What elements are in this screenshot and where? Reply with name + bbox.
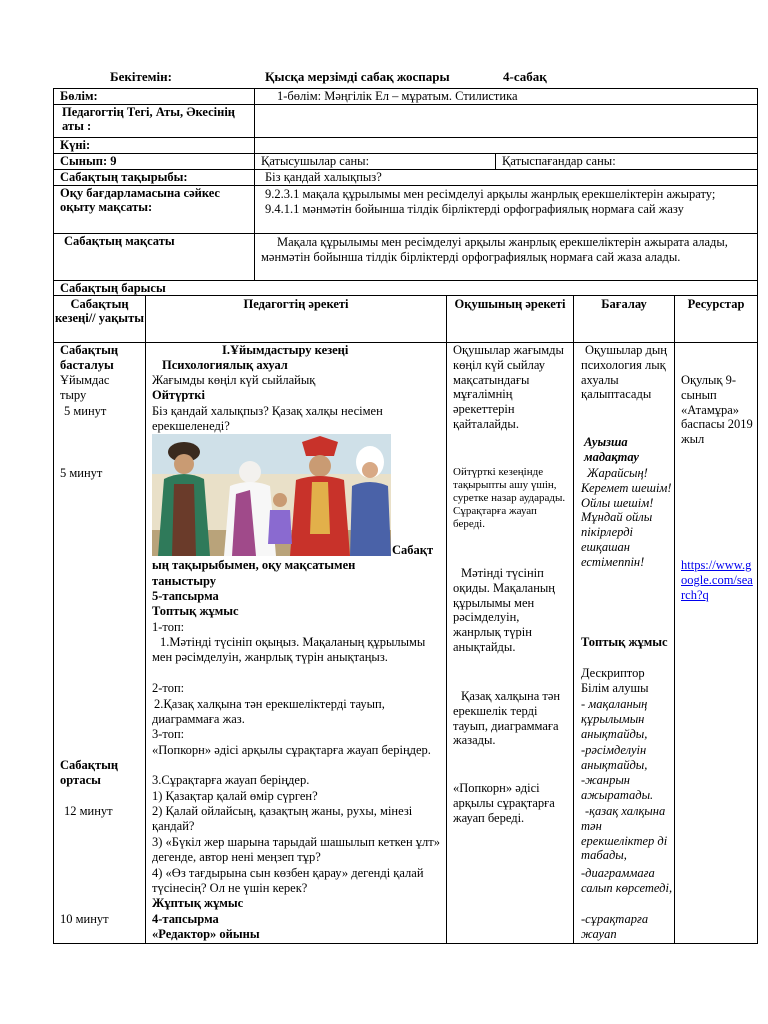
- aim-label: Сабақтың мақсаты: [53, 233, 255, 281]
- student-action-1: Оқушылар жағымды көңіл күй сыйлау мақсатындағы мұғалімнің әрекеттерін қайталайды.: [453, 343, 564, 431]
- stage-begin: Сабақтың басталуы: [60, 343, 119, 372]
- section-value: 1-бөлім: Мәңгілік Ел – мұратым. Стилистика: [254, 88, 758, 105]
- group-2-label: 2-топ:: [152, 681, 185, 695]
- assess-praise-list: [581, 466, 673, 570]
- psy-title: Психологиялық ахуал: [162, 358, 288, 372]
- time-2: 5 минут: [60, 466, 103, 480]
- resource-link[interactable]: https://www.google.com/search?q: [681, 558, 753, 602]
- section-label: Бөлім:: [53, 88, 255, 105]
- present-count-label: Қатысушылар саны:: [254, 153, 496, 170]
- question-2: 2) Қалай ойлайсың, қазақтың жаны, рухы, мінезі қандай?: [152, 804, 413, 833]
- class-label: Сынып: 9: [53, 153, 255, 170]
- objective-2: 9.4.1.1 мәнмәтін бойынша тілдік бірліктерді орфографиялық нормаға сай жазу: [265, 202, 684, 216]
- praise-2: Керемет шешім!: [581, 480, 672, 495]
- progress-label: Сабақтың барысы: [53, 280, 758, 296]
- approved-label: Бекітемін:: [110, 69, 172, 84]
- topic-label: Сабақтың тақырыбы:: [53, 169, 255, 186]
- assess-oral-title: Ауызша мадақтау: [584, 435, 639, 464]
- descriptor-3: -жанрын ажыратады.: [581, 773, 654, 802]
- stage-cell: [53, 342, 146, 944]
- col-stage-header: Сабақтың кезеңі// уақыты: [53, 295, 146, 343]
- pair-work-title: Жұптық жұмыс: [152, 896, 244, 910]
- group-1-task: 1.Мәтінді түсініп оқыңыз. Мақаланың құрылымы мен рәсімделуін, жанрлық түрін анықтаңыз.: [152, 635, 426, 664]
- descriptor-6: -сұрақтарға жауап: [581, 912, 649, 941]
- student-action-5: «Попкорн» әдісі арқылы сұрақтарға жауап береді.: [453, 781, 555, 825]
- question-4: 4) «Өз тағдырына сын көзбен қарау» дегенді қалай түсінесің? Ол не үшін керек?: [152, 866, 424, 895]
- objectives-label: Оқу бағдарламасына сәйкес оқыту мақсаты:: [53, 185, 255, 234]
- group-1-label: 1-топ:: [152, 620, 185, 634]
- hook-question: Біз қандай халықпыз? Қазақ халқы несімен ерекшеленеді?: [152, 404, 383, 433]
- topic-value: Біз қандай халықпыз?: [254, 169, 758, 186]
- group-work-title: Топтық жұмыс: [152, 604, 239, 618]
- day-label: Күні:: [53, 137, 255, 154]
- questions-heading: 3.Сұрақтарға жауап беріңдер.: [152, 773, 310, 787]
- mood-text: Жағымды көңіл күй сыйлайық: [152, 373, 316, 387]
- teacher-name-value: [254, 104, 758, 138]
- col-assess-header: Бағалау: [573, 295, 675, 343]
- student-action-2: Ойтүрткі кезеңінде тақырыпты ашу үшін, суретке назар аударады. Сұрақтарға жауап береді.: [453, 466, 566, 530]
- plan-title: Қысқа мерзімді сабақ жоспары: [265, 69, 450, 84]
- intro-text-3: таныстыру: [152, 574, 216, 588]
- col-teacher-header: Педагогтің әрекеті: [145, 295, 447, 343]
- task4-title: 4-тапсырма: [152, 912, 219, 926]
- teacher-name-label: Педагогтің Тегі, Аты, Әкесінің аты :: [53, 104, 255, 138]
- assess-descriptor: Дескриптор: [581, 666, 645, 680]
- assess-psy: Оқушылар дың психология лық ахуалы қалыптасады: [581, 343, 667, 402]
- day-value: [254, 137, 758, 154]
- col-student-header: Оқушының әрекеті: [446, 295, 574, 343]
- lesson-number: 4-сабақ: [503, 69, 547, 84]
- group-3-task: «Попкорн» әдісі арқылы сұрақтарға жауап беріңдер.: [152, 743, 431, 757]
- descriptor-4: -қазақ халқына тән ерекшеліктер ді табады,: [581, 804, 668, 863]
- editor-game-title: «Редактор» ойыны: [152, 927, 260, 941]
- praise-4: Мұндай ойлы пікірлерді ешқашан естімеппін!: [581, 510, 653, 569]
- time-3: 12 минут: [64, 804, 113, 818]
- descriptor-1: - мақаланың құрылымын анықтайды,: [581, 697, 648, 741]
- stage-org: Ұйымдас тыру: [60, 373, 110, 402]
- task5-title: 5-тапсырма: [152, 589, 219, 603]
- assess-learner: Білім алушы: [581, 681, 649, 695]
- assess-group-title: Топтық жұмыс: [581, 635, 668, 649]
- intro-text-1: Сабақт: [392, 543, 434, 557]
- objectives-cell: [254, 185, 758, 234]
- document-header: [0, 69, 768, 87]
- student-action-3: Мәтінді түсініп оқиды. Мақаланың құрылымы мен рәсімделуін, жанрлық түрін анықтайды.: [453, 566, 555, 654]
- student-action-4: Қазақ халқына тән ерекшелік терді тауып, диаграммаға жазады.: [453, 689, 561, 748]
- org-stage-title: І.Ұйымдастыру кезеңі: [222, 343, 349, 357]
- hook-title: Ойтүрткі: [152, 388, 205, 402]
- col-resources-header: Ресурстар: [674, 295, 758, 343]
- aim-value: Мақала құрылымы мен ресімделуі арқылы жанрлық ерекшеліктерін ажырата алады, мәнмәтін бойынша тілдік бірліктерді орфографиялық нормаға сай жаза алады.: [254, 233, 758, 281]
- descriptor-5: -диаграммаға салып көрсетеді,: [581, 866, 673, 895]
- kazakh-elders-illustration-icon: [152, 434, 391, 556]
- resource-book: Оқулық 9-сынып «Атамұра» баспасы 2019 жыл: [681, 373, 753, 447]
- intro-text-2: ың тақырыбымен, оқу мақсатымен: [152, 558, 356, 572]
- question-3: 3) «Бүкіл жер шарына тарыдай шашылып кеткен ұлт» дегенде, автор нені меңзеп тұр?: [152, 835, 440, 864]
- time-4: 10 минут: [60, 912, 109, 926]
- praise-3: Ойлы шешім!: [581, 495, 654, 510]
- question-1: 1) Қазақтар қалай өмір сүрген?: [152, 789, 318, 803]
- descriptor-2: -рәсімделуін анықтайды,: [581, 743, 648, 772]
- stage-middle: Сабақтың ортасы: [60, 758, 119, 787]
- objective-1: 9.2.3.1 мақала құрылымы мен ресімделуі арқылы жанрлық ерекшеліктерін ажырату;: [265, 187, 716, 201]
- group-2-task: 2.Қазақ халқына тән ерекшеліктерді тауып, диаграммаға жаз.: [152, 697, 385, 726]
- absent-count-label: Қатыспағандар саны:: [495, 153, 758, 170]
- time-1: 5 минут: [64, 404, 107, 418]
- group-3-label: 3-топ:: [152, 727, 185, 741]
- praise-1: Жарайсың!: [587, 466, 648, 480]
